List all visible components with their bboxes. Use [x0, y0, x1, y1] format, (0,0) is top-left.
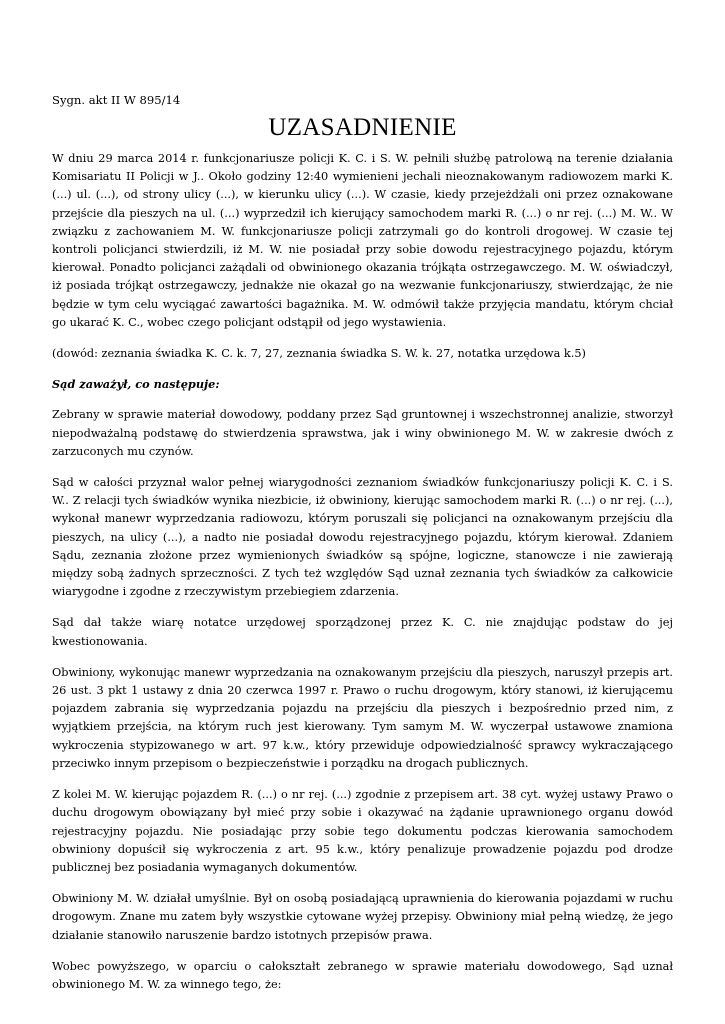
document-title: UZASADNIENIE	[268, 114, 457, 141]
paragraph-facts: W dniu 29 marca 2014 r. funkcjonariusze policji K. C. i S. W. pełnili służbę patrolową na terenie działania Komisariatu II Policji w J.. Około godziny 12:40 wymienieni jechali nieoznakowanym radiowozem marki K. (...) ul. (...), od strony ulicy (...), w kierunku ulicy (...). W czasie, kiedy przejeżdżali oni przez oznakowane przejście dla pieszych na ul. (...) wyprzedził ich kierujący samochodem marki R. (...) o nr rej. (...) M. W.. W związku z zachowaniem M. W. funkcjonariusze policji zatrzymali go do kontroli drogowej. W czasie tej kontroli policjanci stwierdzili, iż M. W. nie posiadał przy sobie dowodu rejestracyjnego pojazdu, którym kierował. Ponadto policjanci zażądali od obwinionego okazania trójkąta ostrzegawczego. M. W. oświadczył, iż posiada trójkąt ostrzegawczy, jednakże nie okazał go na wezwanie funkcjonariuszy, stwierdzając, że nie będzie w tym celu wyciągać zawartości bagażnika. M. W. odmówił także przyjęcia mandatu, którym chciał go ukarać K. C., wobec czego policjant odstąpił od jego wystawienia.	[52, 152, 673, 329]
paragraph-intent: Obwiniony M. W. działał umyślnie. Był on osobą posiadającą uprawnienia do kierowania pojazdami w ruchu drogowym. Znane mu zatem były wszystkie cytowane wyżej przepisy. Obwiniony miał pełną wiedzę, że jego działanie stanowiło naruszenie bardzo istotnych przepisów prawa.	[52, 892, 673, 942]
document-body	[52, 150, 673, 1007]
paragraph-analysis: Zebrany w sprawie materiał dowodowy, poddany przez Sąd gruntownej i wszechstronnej analizie, stworzył niepodważalną podstawę do stwierdzenia sprawstwa, jak i winy obwinionego M. W. w zakresie dwóch z zarzuconych mu czynów.	[52, 408, 673, 458]
paragraph-art-97: Obwiniony, wykonując manewr wyprzedzania na oznakowanym przejściu dla pieszych, naruszył przepis art. 26 ust. 3 pkt 1 ustawy z dnia 20 czerwca 1997 r. Prawo o ruchu drogowym, który stanowi, iż kierującemu pojazdem zabrania się wyprzedzania pojazdu na przejściu dla pieszych i bezpośrednio przed nim, z wyjątkiem przejścia, na którym ruch jest kierowany. Tym samym M. W. wyczerpał ustawowe znamiona wykroczenia stypizowanego w art. 97 k.w., który przewiduje odpowiedzialność sprawcy wykraczającego przeciwko innym przepisom o bezpieczeństwie i porządku na drogach publicznych.	[52, 665, 673, 770]
paragraph-note: Sąd dał także wiarę notatce urzędowej sporządzonej przez K. C. nie znajdując podstaw do jej kwestionowania.	[52, 616, 673, 648]
case-number: Sygn. akt II W 895/14	[52, 93, 181, 107]
paragraph-evidence: (dowód: zeznania świadka K. C. k. 7, 27, zeznania świadka S. W. k. 27, notatka urzędowa k.5)	[52, 347, 586, 361]
paragraph-witnesses: Sąd w całości przyznał walor pełnej wiarygodności zeznaniom świadków funkcjonariuszy policji K. C. i S. W.. Z relacji tych świadków wynika niezbicie, iż obwiniony, kierując samochodem marki R. (...) o nr rej. (...), wykonał manewr wyprzedzania radiowozu, którym poruszali się policjanci na oznakowanym przejściu dla pieszych, na ulicy (...), a nadto nie posiadał dowodu rejestracyjnego pojazdu, którym kierował. Zdaniem Sądu, zeznania złożone przez wymienionych świadków są spójne, logiczne, stanowcze i nie zawierają między sobą żadnych sprzeczności. Z tych też względów Sąd uznał zeznania tych świadków za całkowicie wiarygodne i zgodne z rzeczywistym przebiegiem zdarzenia.	[52, 476, 673, 599]
paragraph-art-95: Z kolei M. W. kierując pojazdem R. (...) o nr rej. (...) zgodnie z przepisem art. 38 cyt. wyżej ustawy Prawo o duchu drogowym obowiązany był mieć przy sobie i okazywać na żądanie uprawnionego organu dowód rejestracyjny pojazdu. Nie posiadając przy sobie tego dokumentu podczas kierowania samochodem obwiniony dopuścił się wykroczenia z art. 95 k.w., który penalizuje prowadzenie pojazdu pod drodze publicznej bez posiadania wymaganych dokumentów.	[52, 788, 673, 874]
section-heading: Sąd zaważył, co następuje:	[52, 377, 220, 392]
paragraph-conclusion: Wobec powyższego, w oparciu o całokształt zebranego w sprawie materiału dowodowego, Sąd uznał obwinionego M. W. za winnego tego, że:	[52, 959, 673, 991]
